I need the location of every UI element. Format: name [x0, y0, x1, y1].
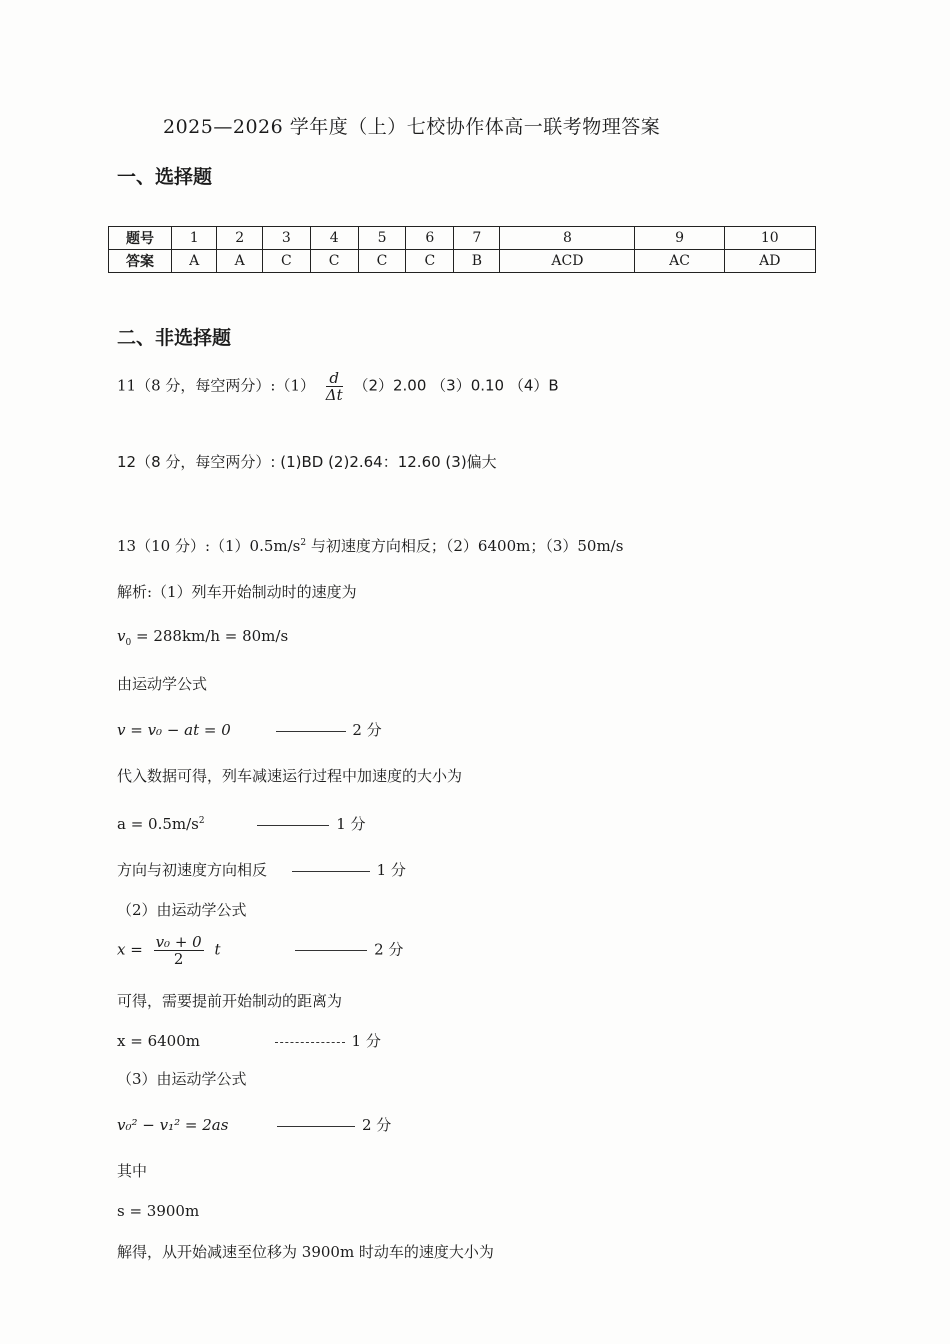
table-cell: C — [262, 250, 310, 273]
answer-table — [108, 226, 816, 273]
q11-frac-numerator: d — [326, 370, 343, 387]
q11-rest: （2）2.00 （3）0.10 （4）B — [353, 376, 559, 395]
table-cell: C — [310, 250, 358, 273]
q13-x-fraction — [154, 934, 204, 967]
q13-analysis-line: 解析:（1）列车开始制动时的速度为 — [117, 583, 357, 601]
table-cell: 5 — [358, 227, 406, 250]
table-cell: 6 — [406, 227, 454, 250]
q13-need-distance-line: 可得，需要提前开始制动的距离为 — [117, 992, 343, 1010]
q13-part2-intro: （2）由运动学公式 — [117, 901, 247, 919]
score-leader-line — [275, 1042, 345, 1043]
table-cell: 10 — [724, 227, 815, 250]
section-heading-nonchoice: 二、非选择题 — [117, 327, 232, 349]
q13-x-value-score: 1 分 — [351, 1032, 381, 1050]
q13-eq3: v₀² − v₁² = 2as — [117, 1116, 229, 1134]
q13-direction-score: 1 分 — [376, 861, 406, 879]
q13-part3-intro: （3）由运动学公式 — [117, 1070, 247, 1088]
q11-fraction — [326, 370, 343, 403]
q13-x-score: 2 分 — [374, 940, 404, 959]
score-leader-line — [295, 950, 367, 951]
q13-x-lhs: x = — [117, 940, 143, 959]
q11-prefix: 11（8 分，每空两分）:（1） — [117, 376, 315, 395]
table-cell: A — [172, 250, 217, 273]
table-cell: A — [217, 250, 262, 273]
table-header-number: 题号 — [109, 227, 172, 250]
q13-among-line: 其中 — [117, 1162, 148, 1180]
q13-direction: 方向与初速度方向相反 — [117, 861, 268, 879]
q13-x-numerator: v₀ + 0 — [155, 933, 202, 951]
q13-x-denominator: 2 — [173, 950, 184, 968]
q12-answer-line: 12（8 分，每空两分）: (1)BD (2)2.64：12.60 (3)偏大 — [117, 453, 497, 471]
table-cell: AD — [724, 250, 815, 273]
q13-x-value: x = 6400m — [117, 1032, 200, 1050]
q13-a-value: a = 0.5m/s — [117, 815, 199, 833]
q13-x-value-line — [117, 1030, 381, 1051]
q11-frac-denominator: Δt — [325, 386, 343, 404]
q13-eq1-line — [117, 719, 382, 740]
q13-solve-line: 解得，从开始减速至位移为 3900m 时动车的速度大小为 — [117, 1243, 494, 1261]
q13-eq3-line — [117, 1114, 391, 1135]
table-cell: B — [454, 250, 500, 273]
q13-v0-equation: $v_0 = 288km/h = 80m/s$ — [117, 627, 289, 648]
q11-answer-line — [117, 370, 559, 403]
score-leader-line — [277, 1126, 355, 1127]
table-cell: C — [358, 250, 406, 273]
q13-header-part-a: 13（10 分）:（1）0.5m/s — [117, 537, 301, 555]
q13-x-t: t — [214, 940, 221, 959]
q13-x-formula-line — [117, 934, 403, 967]
q13-s-value-line: s = 3900m — [117, 1202, 200, 1220]
table-cell: 1 — [172, 227, 217, 250]
q13-a-value-line: $a = 0.5m/s^2$ 1 分 — [117, 815, 366, 833]
q13-eq1: v = v₀ − at = 0 — [117, 721, 231, 739]
q13-v0-value: = 288km/h = 80m/s — [136, 627, 289, 645]
table-header-answer: 答案 — [109, 250, 172, 273]
q13-header-part-b: 与初速度方向相反；（2）6400m；（3）50m/s — [310, 537, 624, 555]
table-cell: 8 — [500, 227, 635, 250]
score-leader-line — [257, 825, 329, 826]
table-row-answers — [109, 250, 816, 273]
q13-direction-line — [117, 859, 406, 880]
q13-header-line: 13（10 分）$:(1)0.5m/s^2$ 与初速度方向相反；（2）6400m；（3）50m/s — [117, 537, 624, 555]
q13-formula-intro: 由运动学公式 — [117, 675, 208, 693]
table-cell: 2 — [217, 227, 262, 250]
section-heading-choice: 一、选择题 — [117, 166, 213, 188]
score-leader-line — [292, 871, 370, 872]
table-cell: 4 — [310, 227, 358, 250]
q13-a-score: 1 分 — [336, 815, 366, 833]
table-cell: C — [406, 250, 454, 273]
q13-eq3-score: 2 分 — [361, 1116, 392, 1134]
table-cell: 3 — [262, 227, 310, 250]
table-cell: AC — [635, 250, 724, 273]
page-title: 2025—2026 学年度（上）七校协作体高一联考物理答案 — [163, 116, 661, 138]
table-cell: 7 — [454, 227, 500, 250]
table-row-numbers — [109, 227, 816, 250]
q13-substitute-line: 代入数据可得，列车减速运行过程中加速度的大小为 — [117, 767, 463, 785]
score-leader-line — [276, 731, 346, 732]
table-cell: ACD — [500, 250, 635, 273]
table-cell: 9 — [635, 227, 724, 250]
q13-eq1-score: 2 分 — [352, 721, 382, 739]
